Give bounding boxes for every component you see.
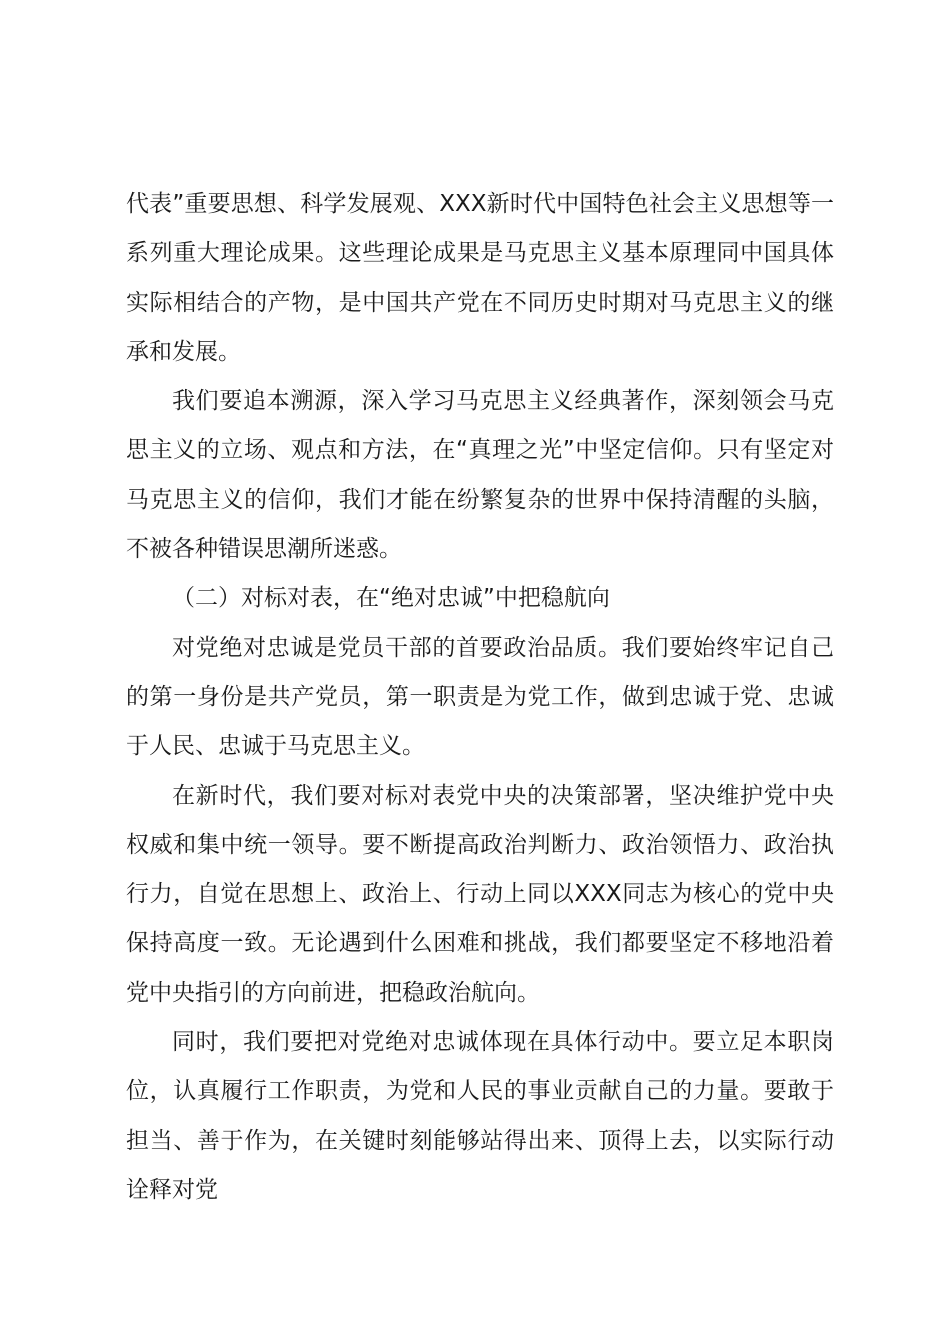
paragraph-concrete-action: 同时，我们要把对党绝对忠诚体现在具体行动中。要立足本职岗位，认真履行工作职责，为党和人民的事业贡献自己的力量。要敢于担当、善于作为，在关键时刻能够站得出来、顶得上去，以实际行动诠释对党 [126,1029,834,1203]
paragraph-new-era: 在新时代，我们要对标对表党中央的决策部署，坚决维护党中央权威和集中统一领导。要不断提高政治判断力、政治领悟力、政治执行力，自觉在思想上、政治上、行动上同以XXX同志为核心的党中央保持高度一致。无论遇到什么困难和挑战，我们都要坚定不移地沿着党中央指引的方向前进，把稳政治航向。 [126,782,834,1006]
document-body [126,180,834,1215]
paragraph-loyalty-quality: 对党绝对忠诚是党员干部的首要政治品质。我们要始终牢记自己的第一身份是共产党员，第一职责是为党工作，做到忠诚于党、忠诚于人民、忠诚于马克思主义。 [126,634,834,760]
paragraph-theory-results: 代表”重要思想、科学发展观、XXX新时代中国特色社会主义思想等一系列重大理论成果。这些理论成果是马克思主义基本原理同中国具体实际相结合的产物，是中国共产党在不同历史时期对马克思主义的继承和发展。 [126,191,834,365]
paragraph-trace-origins: 我们要追本溯源，深入学习马克思主义经典著作，深刻领会马克思主义的立场、观点和方法，在“真理之光”中坚定信仰。只有坚定对马克思主义的信仰，我们才能在纷繁复杂的世界中保持清醒的头脑，不被各种错误思潮所迷惑。 [126,388,834,563]
section-heading-absolute-loyalty: （二）对标对表，在“绝对忠诚”中把稳航向 [172,585,610,612]
